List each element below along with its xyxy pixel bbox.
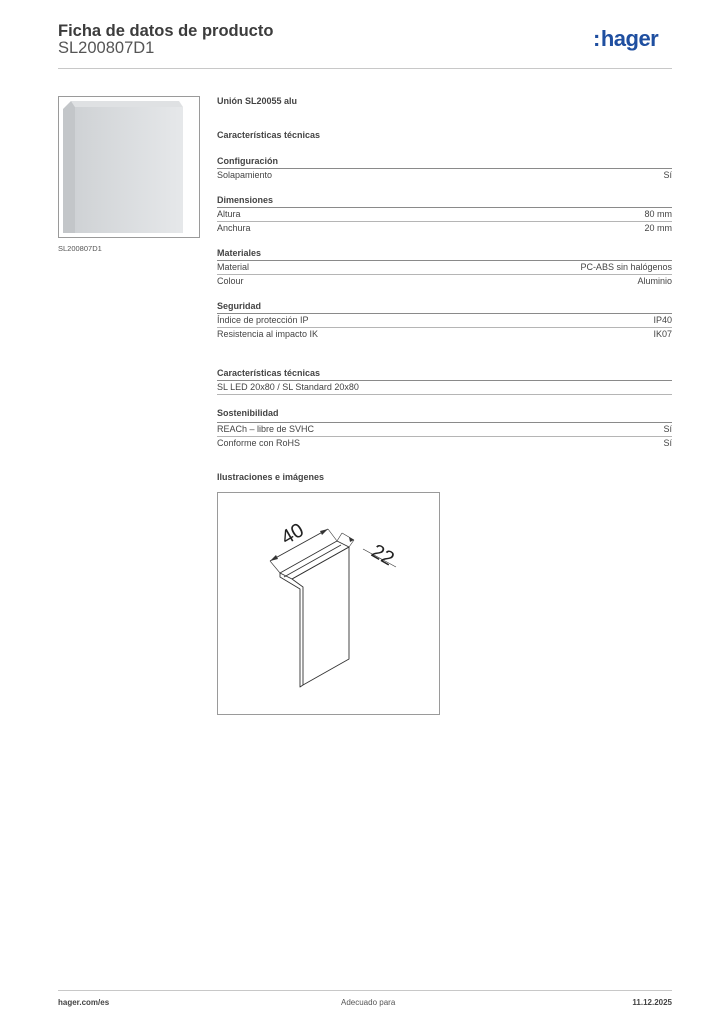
table-row xyxy=(217,313,672,328)
row-value: Sí xyxy=(663,424,672,434)
row-value: Aluminio xyxy=(637,276,672,286)
table-divider xyxy=(217,394,672,395)
table-row xyxy=(217,207,672,222)
row-value: 80 mm xyxy=(644,209,672,219)
thumbnail-caption: SL200807D1 xyxy=(58,244,102,253)
section-title-config: Configuración xyxy=(217,156,278,166)
product-reference: SL200807D1 xyxy=(58,39,155,57)
footer-website: hager.com/es xyxy=(58,998,110,1007)
table-row xyxy=(217,327,672,342)
section-heading-tech: Características técnicas xyxy=(217,130,321,140)
product-thumbnail xyxy=(58,96,200,238)
hager-logo xyxy=(593,26,658,52)
row-key: Índice de protección IP xyxy=(217,315,309,325)
table-row xyxy=(217,168,672,183)
product-photo xyxy=(59,97,199,237)
footer-date: 11.12.2025 xyxy=(632,998,672,1007)
row-value: 20 mm xyxy=(644,223,672,233)
row-value: Sí xyxy=(663,170,672,180)
table-row xyxy=(217,422,672,437)
row-key: REACh – libre de SVHC xyxy=(217,424,315,434)
footer-divider xyxy=(58,990,672,991)
table-row xyxy=(217,436,672,451)
row-key: Conforme con RoHS xyxy=(217,438,301,448)
section-title-tech2: Características técnicas xyxy=(217,368,321,378)
row-key: Solapamiento xyxy=(217,170,273,180)
table-row xyxy=(217,260,672,275)
row-value: IK07 xyxy=(653,329,672,339)
row-key: Colour xyxy=(217,276,244,286)
technical-drawing xyxy=(217,492,440,715)
row-value: PC-ABS sin halógenos xyxy=(580,262,672,272)
row-value: Sí xyxy=(663,438,672,448)
row-key: Anchura xyxy=(217,223,251,233)
dimension-label-b: 22 xyxy=(367,540,398,571)
row-key: Material xyxy=(217,262,250,272)
section-title-illustrations: Ilustraciones e imágenes xyxy=(217,472,325,482)
table-row xyxy=(217,221,672,236)
section-title-dimensions: Dimensiones xyxy=(217,195,274,205)
row-key: Resistencia al impacto IK xyxy=(217,329,319,339)
page-title: Ficha de datos de producto xyxy=(58,22,274,40)
row-key: SL LED 20x80 / SL Standard 20x80 xyxy=(217,382,359,392)
footer-suitable-for: Adecuado para xyxy=(341,998,396,1007)
logo-text: hager xyxy=(600,26,659,51)
section-title-sustainability: Sostenibilidad xyxy=(217,408,279,418)
dimension-label-a: 40 xyxy=(277,519,308,550)
row-value: IP40 xyxy=(653,315,672,325)
product-name: Unión SL20055 alu xyxy=(217,96,298,106)
dimension-drawing xyxy=(218,493,439,714)
header-divider xyxy=(58,68,672,69)
section-title-materials: Materiales xyxy=(217,248,262,258)
table-row xyxy=(217,380,672,395)
logo-dots-icon: : xyxy=(593,26,600,51)
section-title-safety: Seguridad xyxy=(217,301,262,311)
table-row xyxy=(217,274,672,289)
row-key: Altura xyxy=(217,209,241,219)
